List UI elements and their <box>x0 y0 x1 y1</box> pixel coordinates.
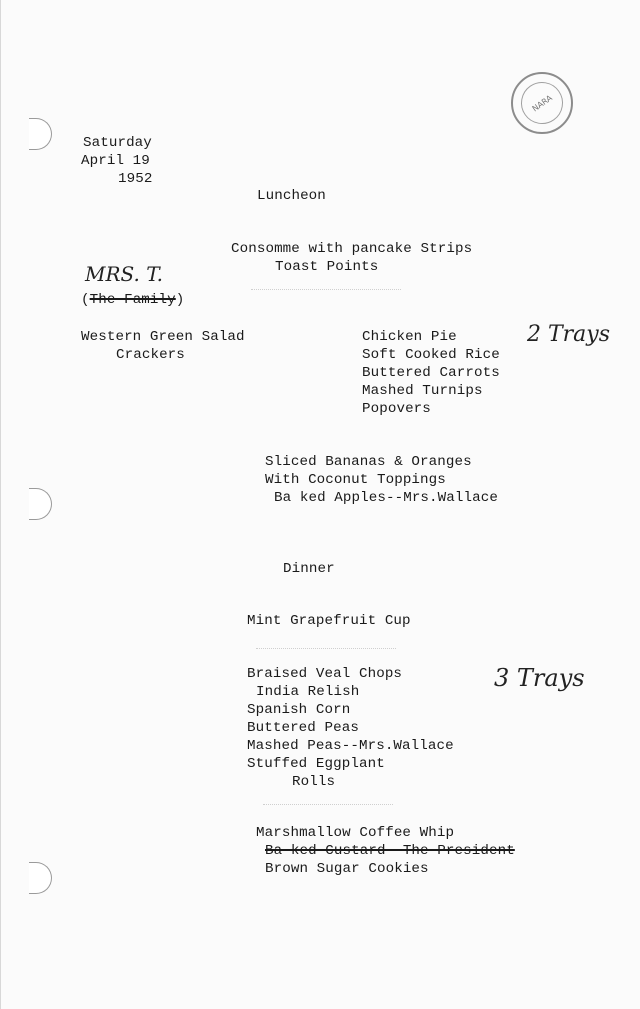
luncheon-dessert-item: Ba ked Apples--Mrs.Wallace <box>274 490 498 506</box>
luncheon-first-course-2: Toast Points <box>275 259 379 275</box>
dinner-main-item: Stuffed Eggplant <box>247 756 385 772</box>
dinner-main-item: Buttered Peas <box>247 720 359 736</box>
dinner-first-course: Mint Grapefruit Cup <box>247 613 411 629</box>
date-year: 1952 <box>118 171 153 187</box>
dinner-main-item: India Relish <box>256 684 360 700</box>
date-day: Saturday <box>83 135 152 151</box>
binder-hole <box>29 118 52 150</box>
handwritten-trays-note: 3 Trays <box>494 664 585 692</box>
archive-stamp <box>511 72 573 134</box>
luncheon-main-item: Chicken Pie <box>362 329 457 345</box>
family-open-paren: ( <box>81 292 90 308</box>
dinner-main-item: Spanish Corn <box>247 702 351 718</box>
binder-hole <box>29 488 52 520</box>
dinner-dessert-item: Marshmallow Coffee Whip <box>256 825 455 841</box>
luncheon-dessert-item: With Coconut Toppings <box>265 472 446 488</box>
handwritten-name: MRS. T. <box>85 262 163 286</box>
handwritten-trays-note: 2 Trays <box>527 322 611 347</box>
luncheon-dessert-item: Sliced Bananas & Oranges <box>265 454 472 470</box>
luncheon-main-item: Soft Cooked Rice <box>362 347 500 363</box>
luncheon-first-course-1: Consomme with pancake Strips <box>231 241 473 257</box>
date-month-day: April 19 <box>81 153 150 169</box>
dinner-dessert-item-struck: Ba ked Custard--The President <box>265 843 515 859</box>
divider <box>251 289 401 290</box>
luncheon-salad: Western Green Salad <box>81 329 245 345</box>
luncheon-main-item: Buttered Carrots <box>362 365 500 381</box>
dinner-dessert-item: Brown Sugar Cookies <box>265 861 429 877</box>
binder-hole <box>29 862 52 894</box>
luncheon-heading: Luncheon <box>257 188 326 204</box>
family-struck-text: The Family <box>89 292 176 308</box>
dinner-heading: Dinner <box>283 561 335 577</box>
dinner-main-item: Braised Veal Chops <box>247 666 403 682</box>
luncheon-crackers: Crackers <box>116 347 185 363</box>
family-line <box>81 291 184 309</box>
family-close-paren: ) <box>175 292 185 308</box>
luncheon-main-item: Mashed Turnips <box>362 383 483 399</box>
archive-stamp-text: NARA <box>513 74 571 132</box>
luncheon-main-item: Popovers <box>362 401 431 417</box>
divider <box>263 804 393 805</box>
dinner-main-item: Rolls <box>292 774 336 790</box>
divider <box>256 648 396 649</box>
dinner-main-item: Mashed Peas--Mrs.Wallace <box>247 738 454 754</box>
